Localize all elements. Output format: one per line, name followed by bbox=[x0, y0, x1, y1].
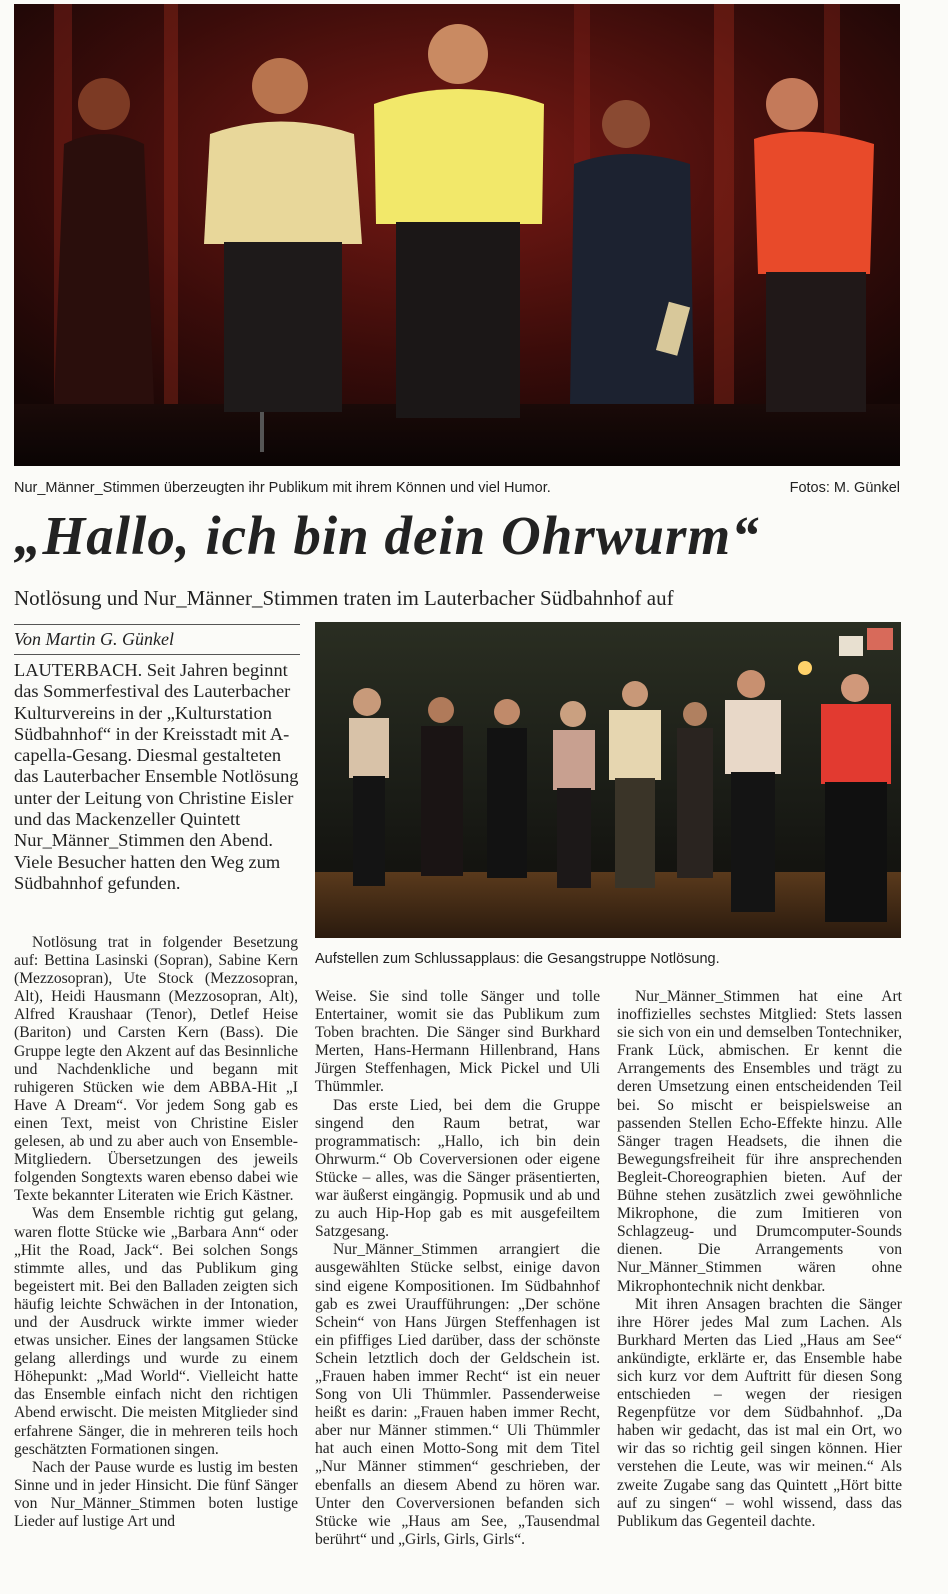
photo-top-caption: Nur_Männer_Stimmen überzeugten ihr Publikum mit ihrem Können und viel Humor. bbox=[14, 480, 551, 496]
headline: „Hallo, ich bin dein Ohrwurm“ bbox=[14, 505, 760, 566]
lead-text: LAUTERBACH. Seit Jahren beginnt das Sommerfestival des Lauterbacher Kulturvereins in der „Kulturstation Südbahnhof“ in der Kreisstadt mit A-capella-Gesang. Diesmal gestalteten das Lauterbacher Ensemble Notlösung unter der Leitung von Christine Eisler und das Mackenzeller Quintett Nur_Männer_Stimmen den Abend. Viele Besucher hatten den Weg zum Südbahnhof gefunden. bbox=[14, 660, 299, 893]
photo-top bbox=[14, 4, 900, 466]
column1-paragraph: Nach der Pause wurde es lustig im besten Sinne und in jeder Hinsicht. Die fünf Sänger von Nur_Männer_Stimmen boten lustige Lieder auf lustige Art und bbox=[14, 1458, 298, 1530]
article-column-2 bbox=[315, 988, 600, 1549]
photo-middle bbox=[315, 622, 901, 938]
subheadline: Notlösung und Nur_Männer_Stimmen traten im Lauterbacher Südbahnhof auf bbox=[14, 586, 674, 610]
column3-paragraph: Mit ihren Ansagen brachten die Sänger ihre Hörer jedes Mal zum Lachen. Als Burkhard Merten das Lied „Haus am See“ ankündigte, erklärte er, das Ensemble habe sich kurz vor dem Auftritt für diesen Song entschieden – wegen der riesigen Regenpfütze vor dem Südbahnhof. „Da haben wir gedacht, das ist mal ein Ort, wo wir das so richtig geil singen können. Hier verstehen die Leute, was wir meinen.“ Als zweite Zugabe sang das Quintett „Hört bitte auf zu singen“ – wohl wissend, dass das Publikum das Gegenteil dachte. bbox=[617, 1295, 902, 1530]
article-column-1 bbox=[14, 934, 298, 1531]
column2-paragraph: Weise. Sie sind tolle Sänger und tolle Entertainer, womit sie das Publikum zum Toben brachten. Die Sänger sind Burkhard Merten, Hans-Hermann Hillenbrand, Hans Jürgen Steffenhagen, Mick Pickel und Uli Thümmler. bbox=[315, 988, 600, 1096]
column2-paragraph: Das erste Lied, bei dem die Gruppe singend den Raum betrat, war programmatisch: „Hallo, ich bin dein Ohrwurm.“ Ob Coverversionen oder eigene Stücke – alles, was die Sänger präsentierten, war äußerst eingängig. Popmusik und ab und zu auch Hip-Hop gab es mit ausgefeiltem Satzgesang. bbox=[315, 1096, 600, 1241]
lead-paragraph bbox=[14, 660, 304, 894]
article-column-3 bbox=[617, 988, 902, 1531]
byline-rule-bottom bbox=[14, 654, 300, 655]
byline-rule-top bbox=[14, 624, 300, 625]
column1-paragraph: Was dem Ensemble richtig gut gelang, waren flotte Stücke wie „Barbara Ann“ oder „Hit the Road, Jack“. Bei solchen Songs stimmte alles, und das Publikum ging begeistert mit. Bei den Balladen zeigten sich häufig leichte Schwächen in der Intonation, und der Ausdruck wirkte immer wieder etwas unsicher. Eines der langsamen Stücke gelang allerdings und wurde zu einem Höhepunkt: „Mad World“. Vielleicht hatte das Ensemble einfach nicht den richtigen Abend erwischt. Die meisten Mitglieder sind erfahrene Sänger, die in mehreren teils hoch geschätzten Formationen singen. bbox=[14, 1205, 298, 1458]
column1-paragraph: Notlösung trat in folgender Besetzung auf: Bettina Lasinski (Sopran), Sabine Kern (Mezzosopran), Ute Stock (Mezzosopran, Alt), Heidi Hausmann (Mezzosopran, Alt), Alfred Kraushaar (Tenor), Detlef Heise (Bariton) und Carsten Kern (Bass). Die Gruppe legte den Akzent auf das Besinnliche und Nachdenkliche und begann mit ruhigeren Stücken wie dem ABBA-Hit „I Have A Dream“. Vor jedem Song gab es einen Text, meist von Christine Eisler gelesen, ab und zu aber auch von Ensemble-Mitgliedern. Übersetzungen des jeweils folgenden Songtexts waren ebenso dabei wie Texte bekannter Literaten wie Erich Kästner. bbox=[14, 934, 298, 1205]
column2-paragraph: Nur_Männer_Stimmen arrangiert die ausgewählten Stücke selbst, einige davon sind eigene Kompositionen. Im Südbahnhof gab es zwei Uraufführungen: „Der schöne Schein“ von Hans Jürgen Steffenhagen ist ein pfiffiges Lied darüber, dass der schönste Schein letztlich doch der Geldschein ist. „Frauen haben immer Recht“ ist ein neuer Song von Uli Thümmler. Passenderweise heißt es darin: „Frauen haben immer Recht, aber nur Männer stimmen.“ Uli Thümmler hat auch einen Motto-Song mit dem Titel „Nur Männer stimmen“ geschrieben, der ebenfalls an diesem Abend zu hören war. Unter den Coverversionen befanden sich Stücke wie „Haus am See, „Tausendmal berührt“ und „Girls, Girls, Girls“. bbox=[315, 1241, 600, 1548]
column3-paragraph: Nur_Männer_Stimmen hat eine Art inoffizielles sechstes Mitglied: Stets lassen sie sich von ein und demselben Tontechniker, Frank Lück, abmischen. Er kennt die Arrangements des Ensembles und trägt zu deren Umsetzung einen entscheidenden Teil bei. So mischt er beispielsweise an passenden Stellen Echo-Effekte hinzu. Alle Sänger tragen Headsets, die ihnen die Bewegungsfreiheit für ihre ansprechenden Begleit-Choreographien bieten. Auf der Bühne stehen zusätzlich zwei gewöhnliche Mikrophone, die zum Imitieren von Schlagzeug- und Drumcomputer-Sounds dienen. Die Arrangements von Nur_Männer_Stimmen wären ohne Mikrophontechnik nicht denkbar. bbox=[617, 988, 902, 1295]
photo-credit: Fotos: M. Günkel bbox=[789, 480, 900, 496]
byline: Von Martin G. Günkel bbox=[14, 629, 174, 649]
photo-middle-caption: Aufstellen zum Schlussapplaus: die Gesangstruppe Notlösung. bbox=[315, 951, 720, 967]
